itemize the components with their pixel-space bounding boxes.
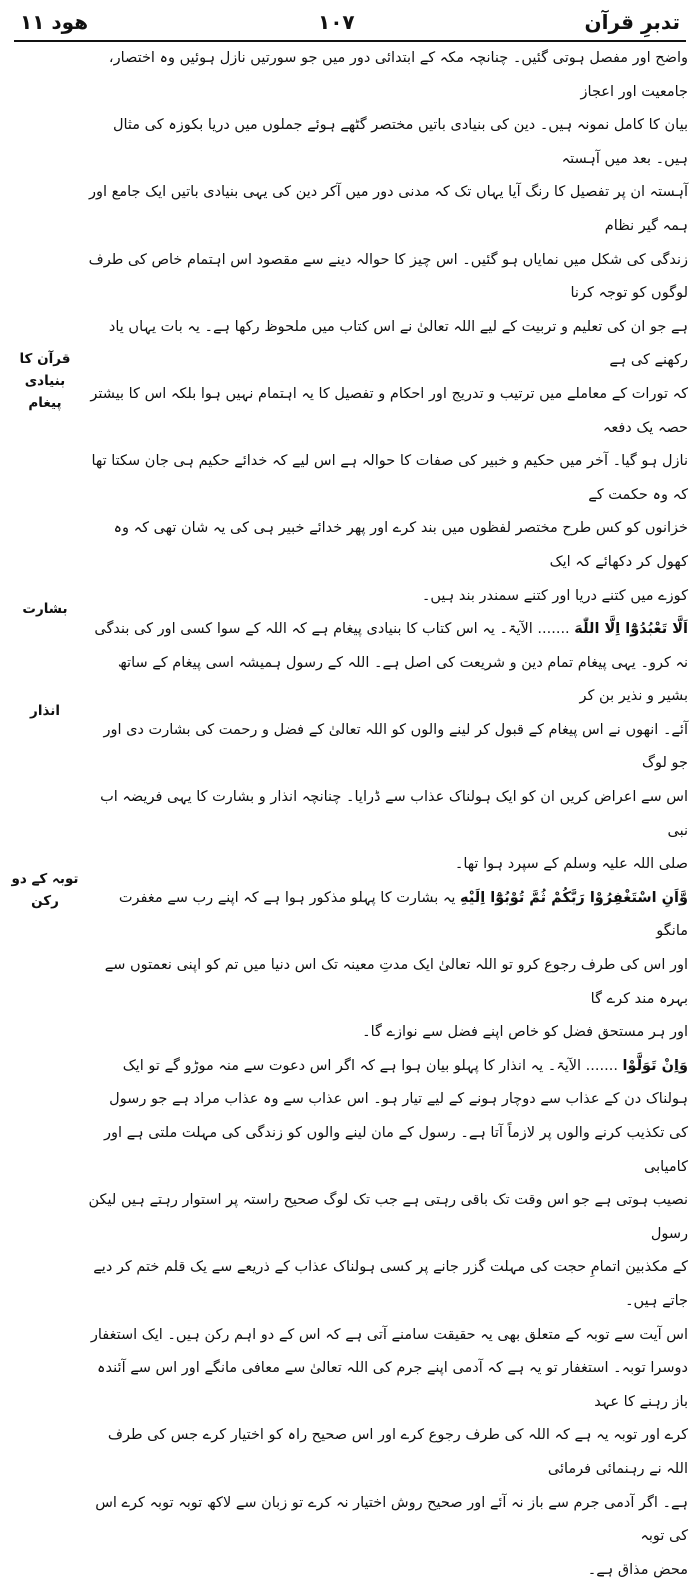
quran-quote: وَّاَنِ اسْتَغْفِرُوْا رَبَّكُمْ ثُمَّ تُوْبُوْٓا اِلَيْهِ: [460, 889, 688, 906]
paragraph: [88, 42, 688, 613]
text-line: یہ بشارت کا پہلو مذکور ہوا ہے کہ اپنے رب سے مغفرت مانگو: [118, 889, 688, 940]
page-header: [20, 6, 680, 38]
side-note-inzaar: انذار: [30, 703, 60, 719]
text-line: زندگی کی شکل میں نمایاں ہو گئیں۔ اس چیز کا حوالہ دینے سے مقصود اس اہتمام خاص کی طرف لوگوں کو توجہ کرنا: [88, 251, 688, 302]
paragraph: [88, 1050, 688, 1319]
text-line: کے مکذبین اتمامِ حجت کی مہلت گزر جانے پر کسی ہولناک عذاب کے ذریعے سے یک قلم ختم کر دیے جاتے ہیں۔: [93, 1259, 688, 1309]
text-line: کی تکذیب کرنے والوں پر لازماً آتا ہے۔ رسول کے مان لینے والوں کو زندگی کی مہلت ملتی ہے اور کامیابی: [103, 1125, 688, 1175]
text-line: کرے اور توبہ یہ ہے کہ اللہ کی طرف رجوع کرے اور اس صحیح راہ کو اختیار کرے جس کی طرف اللہ نے رہنمائی فرمائی: [107, 1427, 688, 1477]
text-line: آہستہ ان پر تفصیل کا رنگ آیا یہاں تک کہ مدنی دور میں آکر دین کی یہی بنیادی باتیں ایک جامع اور ہمہ گیر نظام: [88, 184, 688, 234]
text-line: اس آیت سے توبہ کے متعلق بھی یہ حقیقت سامنے آتی ہے کہ اس کے دو اہم رکن ہیں۔ ایک استغفار: [90, 1326, 688, 1343]
text-line: محض مذاق ہے۔: [587, 1561, 688, 1578]
text-line: کہ تورات کے معاملے میں ترتیب و تدریج اور احکام و تفصیل کا یہ اہتمام نہیں ہوا بلکہ اس کا بیشتر حصہ یک دفعہ: [90, 385, 688, 436]
text-line: اور ہر مستحق فضل کو خاص اپنے فضل سے نوازے گا۔: [362, 1024, 688, 1041]
text-line: ہے جو ان کی تعلیم و تربیت کے لیے اللہ تعالیٰ نے اس کتاب میں ملحوظ رکھا ہے۔ یہ بات یہاں یاد رکھنے کی ہے: [108, 318, 688, 369]
text-line: دوسرا توبہ۔ استغفار تو یہ ہے کہ آدمی اپنے جرم کی اللہ تعالیٰ سے معافی مانگے اور اس سے آئندہ باز رہنے کا عہد: [97, 1360, 688, 1410]
text-line: ہولناک دن کے عذاب سے دوچار ہونے کے لیے تیار ہو۔ اس عذاب سے وہ عذاب مراد ہے جو رسول: [109, 1091, 688, 1108]
page-number: ۱۰۷: [318, 10, 355, 34]
side-note-bashaarat: بشارت: [22, 601, 68, 617]
side-note-tawbah: توبہ کے دو رکن: [11, 871, 79, 909]
text-line: بیان کا کامل نمونہ ہیں۔ دین کی بنیادی باتیں مختصر گٹھے ہوئے جملوں میں دریا بکوزہ کی مثال ہیں۔ بعد میں آہستہ: [112, 117, 688, 167]
text-line: صلی اللہ علیہ وسلم کے سپرد ہوا تھا۔: [454, 856, 688, 873]
text-line: نازل ہو گیا۔ آخر میں حکیم و خبیر کی صفات کا حوالہ ہے اس لیے کہ خدائے حکیم ہی جان سکتا تھا کہ وہ حکمت کے: [91, 453, 688, 503]
text-line: ....... الآیۃ۔ یہ انذار کا پہلو بیان ہوا ہے کہ اگر اس دعوت سے منہ موڑو گے تو ایک: [122, 1057, 618, 1074]
quran-quote: وَاِنْ تَوَلَّوْا: [622, 1057, 688, 1074]
commentary-text: [88, 42, 688, 1587]
paragraph: [88, 613, 688, 882]
text-line: خزانوں کو کس طرح مختصر لفظوں میں بند کرے اور پھر خدائے خبیر ہی کی یہ شان تھی کہ وہ کھول کر دکھائے کہ ایک: [113, 520, 688, 570]
paragraph: [88, 1319, 688, 1587]
text-line: اور اس کی طرف رجوع کرو تو اللہ تعالیٰ ایک مدتِ معینہ تک اس دنیا میں تم کو اپنی نعمتوں سے بہرہ مند کرے گا: [104, 957, 688, 1007]
text-line: نہ کرو۔ یہی پیغام تمام دین و شریعت کی اصل ہے۔ اللہ کے رسول ہمیشہ اسی پیغام کے ساتھ بشیر و نذیر بن کر: [117, 654, 688, 705]
side-note-quran-message: قرآن کا بنیادی پیغام: [19, 351, 71, 411]
book-title: تدبرِ قرآن: [584, 10, 680, 34]
text-line: نصیب ہوتی ہے جو اس وقت تک باقی رہتی ہے جب تک لوگ صحیح راستہ پر استوار رہتے ہیں لیکن رسول: [88, 1192, 688, 1242]
surah-name: ھود ۱۱: [20, 10, 89, 34]
text-line: آئے۔ انھوں نے اس پیغام کے قبول کر لینے والوں کو اللہ تعالیٰ کے فضل و رحمت کی بشارت دی اور جو لوگ: [103, 721, 688, 772]
text-line: اس سے اعراض کریں ان کو ایک ہولناک عذاب سے ڈرایا۔ چنانچہ انذار و بشارت کا یہی فریضہ اب نبی: [100, 789, 688, 839]
text-line: ....... الآیۃ۔ یہ اس کتاب کا بنیادی پیغام ہے کہ اللہ کے سوا کسی اور کی بندگی: [94, 621, 570, 638]
text-line: ہے۔ اگر آدمی جرم سے باز نہ آئے اور صحیح روش اختیار نہ کرے تو زبان سے لاکھ توبہ توبہ کرے اس کی توبہ: [95, 1494, 688, 1545]
text-line: واضح اور مفصل ہوتی گئیں۔ چنانچہ مکہ کے ابتدائی دور میں جو سورتیں نازل ہوئیں وہ اختصار، جامعیت اور اعجاز: [108, 50, 688, 100]
paragraph: [88, 882, 688, 1050]
quran-quote: اَلَّا تَعْبُدُوْٓا اِلَّا اللّٰهَ: [574, 621, 688, 638]
text-line: کوزے میں کتنے دریا اور کتنے سمندر بند ہیں۔: [421, 587, 688, 604]
